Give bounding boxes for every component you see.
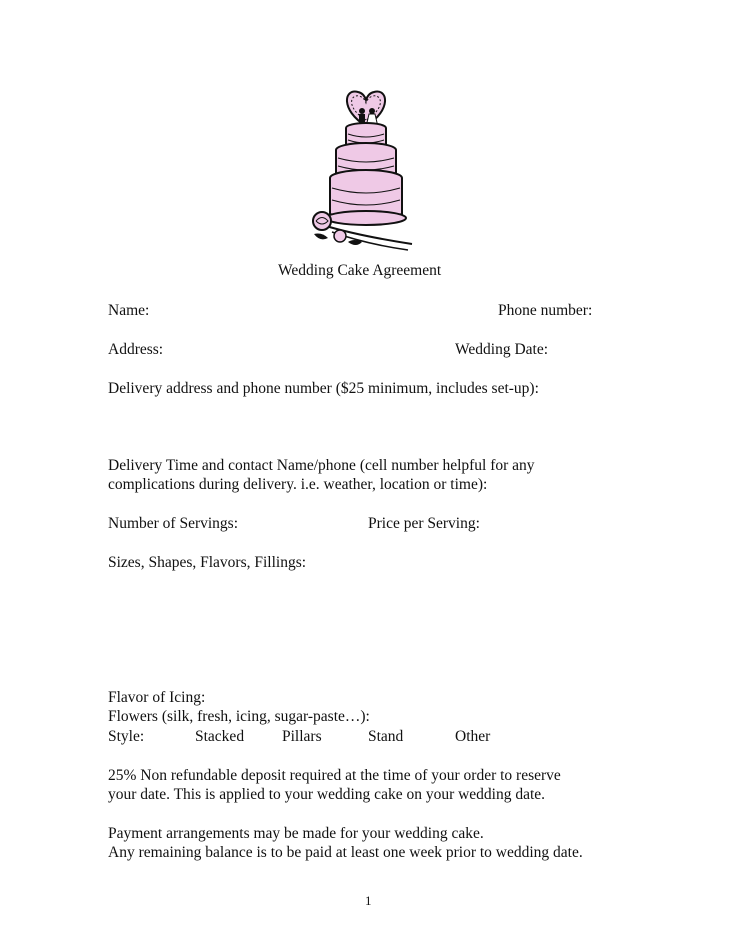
icing-flavor-label: Flavor of Icing: — [108, 689, 206, 706]
delivery-time-label-line1: Delivery Time and contact Name/phone (cell number helpful for any — [108, 457, 535, 474]
payment-text-line1: Payment arrangements may be made for your wedding cake. — [108, 825, 484, 842]
wedding-cake-icon — [300, 86, 420, 258]
style-label: Style: — [108, 728, 145, 745]
payment-text-line2: Any remaining balance is to be paid at least one week prior to wedding date. — [108, 844, 583, 861]
page-number: 1 — [365, 893, 372, 908]
name-label: Name: — [108, 302, 150, 319]
deposit-text-line2: your date. This is applied to your wedding cake on your wedding date. — [108, 786, 546, 803]
phone-label: Phone number: — [498, 302, 593, 319]
style-option-stacked: Stacked — [195, 728, 245, 745]
page-title: Wedding Cake Agreement — [278, 262, 442, 279]
delivery-time-label-line2: complications during delivery. i.e. weather, location or time): — [108, 476, 488, 493]
address-label: Address: — [108, 341, 164, 358]
style-option-stand: Stand — [368, 728, 404, 745]
servings-label: Number of Servings: — [108, 515, 239, 532]
delivery-address-label: Delivery address and phone number ($25 minimum, includes set-up): — [108, 380, 539, 397]
price-per-serving-label: Price per Serving: — [368, 515, 480, 532]
style-option-other: Other — [455, 728, 491, 745]
deposit-text-line1: 25% Non refundable deposit required at the time of your order to reserve — [108, 767, 561, 784]
wedding-date-label: Wedding Date: — [455, 341, 549, 358]
sizes-shapes-label: Sizes, Shapes, Flavors, Fillings: — [108, 554, 307, 571]
flowers-label: Flowers (silk, fresh, icing, sugar-paste…): — [108, 708, 370, 725]
style-option-pillars: Pillars — [282, 728, 322, 745]
